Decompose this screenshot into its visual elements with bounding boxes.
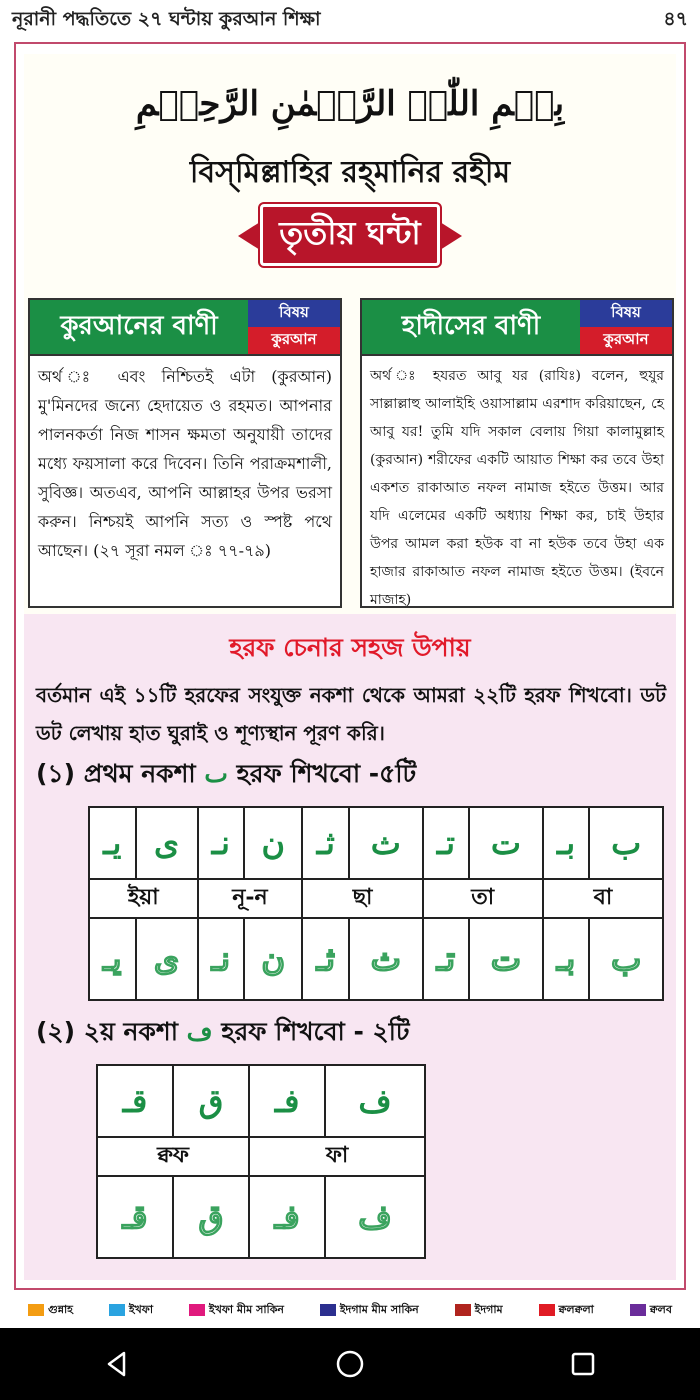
page-number: ৪৭ <box>663 8 688 30</box>
legend-swatch <box>320 1304 336 1316</box>
grid2-trace-cell[interactable]: قـ <box>97 1176 173 1258</box>
tag-subject: বিষয় <box>580 300 672 327</box>
banner-arrow-left <box>238 222 260 250</box>
section2-prefix: (২) ২য় নকশা <box>36 1017 178 1046</box>
grid1-letter: ى <box>136 807 198 879</box>
grid1-letter: بـ <box>543 807 590 879</box>
grid1-letter: ث <box>349 807 423 879</box>
grid1-name: তা <box>423 879 543 918</box>
quran-box-title: কুরআনের বাণী <box>30 300 248 354</box>
back-icon <box>102 1349 132 1379</box>
section2-suffix: হরফ শিখবো - ২টি <box>221 1017 410 1046</box>
legend-swatch <box>630 1304 646 1316</box>
grid2-trace-cell[interactable]: فـ <box>249 1176 325 1258</box>
grid1-letter: نـ <box>198 807 245 879</box>
legend-item <box>539 1301 594 1320</box>
lesson-intro: বর্তমান এই ১১টি হরফের সংযুক্ত নকশা থেকে আমরা ২২টি হরফ শিখবো। ডট ডট লেখায় হাত ঘুরাই ও শূণ্যস্থান পূরণ করি। <box>36 683 666 745</box>
grid2-trace-cell[interactable]: ف <box>325 1176 425 1258</box>
lesson-section <box>24 614 676 1280</box>
legend-swatch <box>28 1304 44 1316</box>
banner-arrow-right <box>440 222 462 250</box>
section2-heading <box>36 1012 410 1055</box>
legend-item <box>630 1301 672 1320</box>
quran-box <box>28 298 342 608</box>
grid1-trace-cell[interactable]: ثـ <box>302 918 349 1000</box>
hadith-box-header <box>362 300 672 356</box>
legend-item <box>109 1301 153 1320</box>
section1-suffix: হরফ শিখবো -৫টি <box>236 759 417 788</box>
grid2-letter: قـ <box>97 1065 173 1137</box>
grid1-trace-cell[interactable]: تـ <box>423 918 470 1000</box>
legend-label: ইদগাম মীম সাকিন <box>339 1302 419 1316</box>
legend-item <box>455 1301 503 1320</box>
tag-quran: কুরআন <box>580 327 672 354</box>
quran-box-header <box>30 300 340 356</box>
bismillah-bangla: বিস্‌মিল্লাহির রহ্‌মানির রহীম <box>189 155 511 190</box>
tajweed-legend <box>0 1294 700 1326</box>
grid1-trace-cell[interactable]: ب <box>589 918 663 1000</box>
letter-grid-2 <box>96 1064 426 1259</box>
grid1-trace-cell[interactable]: ث <box>349 918 423 1000</box>
grid2-letter-row <box>97 1065 425 1137</box>
grid1-trace-cell[interactable]: ن <box>244 918 302 1000</box>
grid1-letter: ت <box>469 807 543 879</box>
hadith-box-tag <box>580 300 672 354</box>
lesson-heading: হরফ চেনার সহজ উপায় <box>229 633 471 662</box>
legend-swatch <box>109 1304 125 1316</box>
grid1-name: ইয়া <box>89 879 198 918</box>
recents-button[interactable] <box>553 1334 613 1394</box>
grid2-name: ক্বফ <box>97 1137 249 1176</box>
book-title: নূরানী পদ্ধতিতে ২৭ ঘন্টায় কুরআন শিক্ষা <box>12 8 321 30</box>
grid2-letter: ق <box>173 1065 249 1137</box>
hadith-box-text: অর্থ ঃ হযরত আবু যর (রাযিঃ) বলেন, হুযুর সাল্লাল্লাহু আলাইহি ওয়াসাল্লাম এরশাদ করিয়াছেন, হে আবু যর! তুমি যদি সকাল বেলায় গিয়া কালামুল্লাহ (কুরআন) শরীফের একটি আয়াত শিক্ষা কর তবে উহা একশত রাকাআত নফল নামাজ হইতে উত্তম। আর যদি এলেমের একটি অধ্যায় শিক্ষা কর, চাই উহার উপর আমল করা হউক বা না হউক তবে উহা এক হাজার রাকাআত নফল নামাজ হইতে উত্তম। (ইবনে মাজাহ) <box>370 368 664 608</box>
section1-glyph: ٮ <box>204 759 228 788</box>
top-section <box>24 54 676 614</box>
grid2-name: ফা <box>249 1137 425 1176</box>
grid2-trace-cell[interactable]: ق <box>173 1176 249 1258</box>
grid1-name: ছা <box>302 879 422 918</box>
grid1-trace-cell[interactable]: يـ <box>89 918 136 1000</box>
section2-glyph: ڡ <box>186 1017 213 1046</box>
legend-item <box>28 1301 73 1320</box>
grid1-name: বা <box>543 879 663 918</box>
grid1-trace-cell[interactable]: ى <box>136 918 198 1000</box>
legend-item <box>320 1301 419 1320</box>
grid2-name-row <box>97 1137 425 1176</box>
section1-prefix: (১) প্রথম নকশা <box>36 759 196 788</box>
hadith-box <box>360 298 674 608</box>
legend-label: ক্বলক্বলা <box>558 1302 594 1316</box>
legend-label: গুন্নাহ <box>47 1302 73 1316</box>
legend-label: ইখফা মীম সাকিন <box>208 1302 284 1316</box>
grid1-letter-row <box>89 807 663 879</box>
hadith-box-title: হাদীসের বাণী <box>362 300 580 354</box>
bismillah-arabic: بِسۡمِ اللّٰہِ الرَّحۡمٰنِ الرَّحِیۡمِ <box>135 84 565 124</box>
system-nav-bar <box>0 1328 700 1400</box>
legend-item <box>189 1301 284 1320</box>
tag-subject: বিষয় <box>248 300 340 327</box>
grid1-name-row <box>89 879 663 918</box>
grid1-trace-cell[interactable]: نـ <box>198 918 245 1000</box>
grid1-letter: ن <box>244 807 302 879</box>
legend-label: ইখফা <box>128 1302 154 1316</box>
grid1-letter: ب <box>589 807 663 879</box>
grid2-letter: فـ <box>249 1065 325 1137</box>
quran-box-text: অর্থ ঃ এবং নিশ্চিতই এটা (কুরআন) মু'মিনদের জন্যে হেদায়েত ও রহমত। আপনার পালনকর্তা নিজ শাসন ক্ষমতা অনুযায়ী তাদের মধ্যে ফয়সালা করে দিবেন। তিনি পরাক্রমশালী, সুবিজ্ঞ। অতএব, আপনি আল্লাহর উপর ভরসা করুন। নিশ্চয়ই আপনি সত্য ও স্পষ্ট পথে আছেন। (২৭ সূরা নমল ঃ ৭৭-৭৯) <box>38 367 332 560</box>
tag-quran: কুরআন <box>248 327 340 354</box>
back-button[interactable] <box>87 1334 147 1394</box>
legend-swatch <box>455 1304 471 1316</box>
grid1-trace-cell[interactable]: بـ <box>543 918 590 1000</box>
legend-swatch <box>189 1304 205 1316</box>
grid1-letter: تـ <box>423 807 470 879</box>
section1-heading <box>36 754 416 797</box>
home-icon <box>334 1348 366 1380</box>
legend-label: ক্বলব <box>649 1302 672 1316</box>
hour-banner: তৃতীয় ঘন্টা <box>260 204 440 266</box>
quran-box-tag <box>248 300 340 354</box>
home-button[interactable] <box>320 1334 380 1394</box>
grid2-letter: ف <box>325 1065 425 1137</box>
grid1-letter: يـ <box>89 807 136 879</box>
legend-label: ইদগাম <box>474 1302 503 1316</box>
grid2-trace-row <box>97 1176 425 1258</box>
grid1-letter: ثـ <box>302 807 349 879</box>
grid1-name: নূ-ন <box>198 879 303 918</box>
recents-icon <box>568 1349 598 1379</box>
grid1-trace-row <box>89 918 663 1000</box>
grid1-trace-cell[interactable]: ت <box>469 918 543 1000</box>
legend-swatch <box>539 1304 555 1316</box>
letter-grid-1 <box>88 806 664 1001</box>
page-header <box>0 0 700 42</box>
